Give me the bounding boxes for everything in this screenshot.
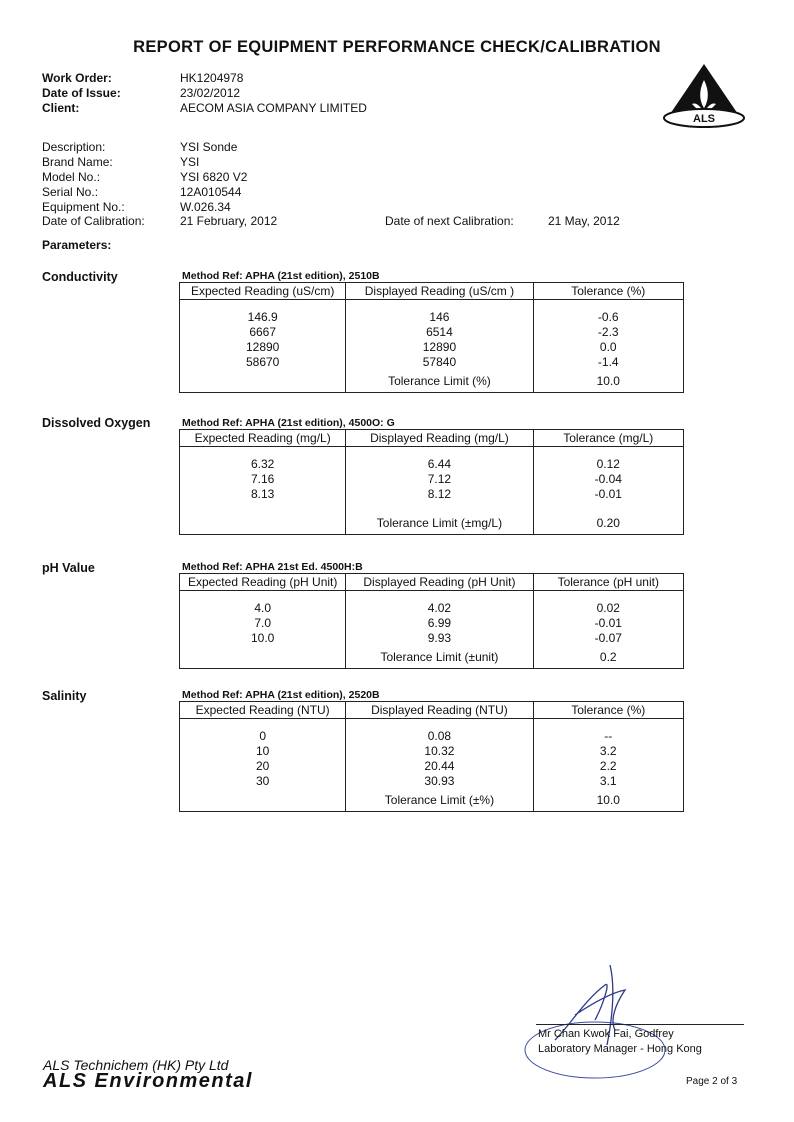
displayed-cell: 0.08	[346, 729, 533, 744]
conductivity-table	[179, 282, 684, 393]
expected-cell: 58670	[180, 355, 346, 370]
salinity-table	[179, 701, 684, 812]
header-cell: Expected Reading (pH Unit)	[180, 574, 346, 591]
client-value: AECOM ASIA COMPANY LIMITED	[180, 101, 367, 115]
tolerance-cell: -0.07	[533, 631, 683, 646]
tolerance-limit-value: 0.20	[533, 512, 683, 535]
method-ref: Method Ref: APHA (21st edition), 2510B	[182, 270, 380, 282]
expected-cell: 7.0	[180, 616, 346, 631]
expected-cell: 6667	[180, 325, 346, 340]
table-row	[180, 601, 684, 616]
client-label: Client:	[42, 101, 80, 115]
tolerance-limit-label: Tolerance Limit (±mg/L)	[346, 512, 533, 535]
next-cal-label: Date of next Calibration:	[385, 214, 514, 228]
table-row	[180, 472, 684, 487]
table-row	[180, 457, 684, 472]
method-ref: Method Ref: APHA 21st Ed. 4500H:B	[182, 561, 363, 573]
next-cal-value: 21 May, 2012	[548, 214, 620, 228]
header-cell: Tolerance (%)	[533, 702, 683, 719]
date-issue-value: 23/02/2012	[180, 86, 241, 100]
tolerance-row	[180, 370, 684, 393]
tolerance-limit-label: Tolerance Limit (%)	[346, 370, 533, 393]
displayed-cell: 9.93	[346, 631, 533, 646]
displayed-cell: 8.12	[346, 487, 533, 502]
header-row	[180, 430, 684, 447]
header-row	[180, 283, 684, 300]
table-row	[180, 616, 684, 631]
table-row	[180, 774, 684, 789]
tolerance-cell: 3.2	[533, 744, 683, 759]
expected-cell: 12890	[180, 340, 346, 355]
header-cell: Tolerance (pH unit)	[533, 574, 683, 591]
section-title: pH Value	[42, 561, 95, 575]
model-value: YSI 6820 V2	[180, 170, 248, 184]
tolerance-limit-value: 0.2	[533, 646, 683, 669]
tolerance-limit-label: Tolerance Limit (±unit)	[346, 646, 533, 669]
logo-text: ALS	[693, 113, 715, 125]
expected-cell: 30	[180, 774, 346, 789]
expected-cell: 20	[180, 759, 346, 774]
signatory-name: Mr Chan Kwok Fai, Godfrey	[538, 1028, 674, 1040]
brand-label: Brand Name:	[42, 155, 113, 169]
displayed-cell: 10.32	[346, 744, 533, 759]
tolerance-cell: -1.4	[533, 355, 683, 370]
expected-cell: 4.0	[180, 601, 346, 616]
tolerance-cell: 0.0	[533, 340, 683, 355]
table-row	[180, 325, 684, 340]
signature-scribble	[515, 945, 665, 1085]
tolerance-row	[180, 512, 684, 535]
header-cell: Displayed Reading (NTU)	[346, 702, 533, 719]
parameters-label: Parameters:	[42, 238, 112, 252]
tolerance-cell: -2.3	[533, 325, 683, 340]
footer-brand: ALS Environmental	[43, 1070, 253, 1092]
expected-cell: 8.13	[180, 487, 346, 502]
section-title: Dissolved Oxygen	[42, 416, 151, 430]
header-cell: Displayed Reading (uS/cm )	[346, 283, 533, 300]
cal-date-label: Date of Calibration:	[42, 214, 145, 228]
brand-value: YSI	[180, 155, 200, 169]
dissolved-oxygen-table	[179, 429, 684, 535]
header-cell: Tolerance (mg/L)	[533, 430, 683, 447]
tolerance-cell: 0.12	[533, 457, 683, 472]
serial-label: Serial No.:	[42, 185, 99, 199]
header-row	[180, 702, 684, 719]
equip-no-label: Equipment No.:	[42, 200, 125, 214]
equip-no-value: W.026.34	[180, 200, 231, 214]
table-row	[180, 340, 684, 355]
signature-line	[536, 1024, 744, 1025]
method-ref: Method Ref: APHA (21st edition), 2520B	[182, 689, 380, 701]
displayed-cell: 12890	[346, 340, 533, 355]
description-label: Description:	[42, 140, 106, 154]
tolerance-cell: 3.1	[533, 774, 683, 789]
tolerance-cell: --	[533, 729, 683, 744]
table-row	[180, 744, 684, 759]
header-cell: Displayed Reading (pH Unit)	[346, 574, 533, 591]
work-order-value: HK1204978	[180, 71, 244, 85]
tolerance-cell: -0.04	[533, 472, 683, 487]
header-cell: Expected Reading (uS/cm)	[180, 283, 346, 300]
tolerance-row	[180, 789, 684, 812]
tolerance-cell: -0.01	[533, 616, 683, 631]
displayed-cell: 6.44	[346, 457, 533, 472]
expected-cell: 10.0	[180, 631, 346, 646]
tolerance-cell: -0.01	[533, 487, 683, 502]
date-issue-label: Date of Issue:	[42, 86, 121, 100]
expected-cell: 7.16	[180, 472, 346, 487]
als-logo	[662, 62, 746, 128]
table-row	[180, 729, 684, 744]
displayed-cell: 20.44	[346, 759, 533, 774]
displayed-cell: 7.12	[346, 472, 533, 487]
header-row	[180, 574, 684, 591]
tolerance-row	[180, 646, 684, 669]
report-title: REPORT OF EQUIPMENT PERFORMANCE CHECK/CALIBRATION	[133, 38, 661, 56]
header-cell: Expected Reading (mg/L)	[180, 430, 346, 447]
signatory-role: Laboratory Manager - Hong Kong	[538, 1043, 702, 1055]
page-number: Page 2 of 3	[686, 1076, 738, 1087]
displayed-cell: 4.02	[346, 601, 533, 616]
header-cell: Tolerance (%)	[533, 283, 683, 300]
header-cell: Expected Reading (NTU)	[180, 702, 346, 719]
section-title: Conductivity	[42, 270, 118, 284]
tolerance-limit-label: Tolerance Limit (±%)	[346, 789, 533, 812]
ph-value-table	[179, 573, 684, 669]
footer-company: ALS Technichem (HK) Pty Ltd	[43, 1057, 229, 1073]
tolerance-limit-value: 10.0	[533, 789, 683, 812]
displayed-cell: 57840	[346, 355, 533, 370]
serial-value: 12A010544	[180, 185, 242, 199]
tolerance-cell: 0.02	[533, 601, 683, 616]
expected-cell: 0	[180, 729, 346, 744]
section-title: Salinity	[42, 689, 87, 703]
work-order-label: Work Order:	[42, 71, 112, 85]
model-label: Model No.:	[42, 170, 101, 184]
expected-cell: 6.32	[180, 457, 346, 472]
cal-date-value: 21 February, 2012	[180, 214, 278, 228]
table-row	[180, 631, 684, 646]
expected-cell: 146.9	[180, 310, 346, 325]
displayed-cell: 6514	[346, 325, 533, 340]
displayed-cell: 30.93	[346, 774, 533, 789]
tolerance-cell: -0.6	[533, 310, 683, 325]
method-ref: Method Ref: APHA (21st edition), 4500O: G	[182, 417, 395, 429]
displayed-cell: 6.99	[346, 616, 533, 631]
header-cell: Displayed Reading (mg/L)	[346, 430, 533, 447]
table-row	[180, 759, 684, 774]
table-row	[180, 487, 684, 502]
tolerance-limit-value: 10.0	[533, 370, 683, 393]
table-row	[180, 310, 684, 325]
description-value: YSI Sonde	[180, 140, 238, 154]
displayed-cell: 146	[346, 310, 533, 325]
table-row	[180, 355, 684, 370]
expected-cell: 10	[180, 744, 346, 759]
tolerance-cell: 2.2	[533, 759, 683, 774]
